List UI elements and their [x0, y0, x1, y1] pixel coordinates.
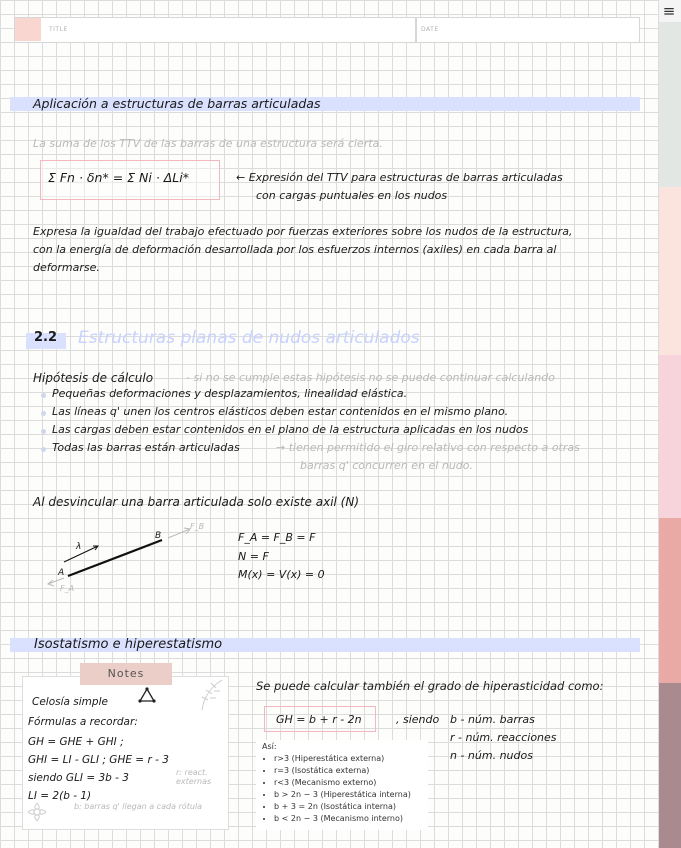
bullet-dot	[41, 429, 46, 434]
notes-side-note: r: react. externas	[176, 768, 212, 786]
classification-box	[256, 740, 428, 830]
equation-3: M(x) = V(x) = 0	[238, 568, 325, 581]
tab-section-3[interactable]	[659, 355, 681, 518]
def-barras: b - núm. barras	[450, 713, 535, 726]
def-reacciones: r - núm. reacciones	[450, 731, 557, 744]
notes-line-6: LI = 2(b - 1)	[28, 790, 92, 802]
class-item-6: • b < 2n − 3 (Mecanismo interno)	[274, 813, 434, 825]
formula-note-2: con cargas puntuales en los nudos	[256, 189, 448, 202]
classification-list	[256, 753, 434, 825]
bullet-dot	[41, 447, 46, 452]
notes-line-1: Celosía simple	[32, 696, 108, 708]
node-label-b: B	[155, 531, 162, 541]
tab-section-4[interactable]	[659, 518, 681, 683]
equation-1: F_A = F_B = F	[238, 531, 316, 544]
class-item-2: • r=3 (Isostática externa)	[274, 765, 434, 777]
section-heading-3: Isostatismo e hiperestatismo	[34, 637, 223, 652]
header-bar	[14, 17, 640, 43]
section-title-2: Estructuras planas de nudos articulados	[78, 328, 420, 348]
class-item-5: • b + 3 = 2n (Isostática interna)	[274, 801, 434, 813]
force-fb-label: F_B	[190, 522, 205, 531]
tab-section-5[interactable]	[659, 683, 681, 848]
hypothesis-item-4-note-1: → tienen permitido el giro relativo con respecto a otras	[276, 441, 580, 454]
tab-section-1[interactable]	[659, 22, 681, 187]
section-number: 2.2	[34, 330, 58, 345]
triangle-truss-icon	[138, 687, 156, 703]
notes-line-4: GHI = LI - GLI ; GHE = r - 3	[28, 754, 169, 766]
tab-section-2[interactable]	[659, 187, 681, 355]
notes-line-3: GH = GHE + GHI ;	[28, 736, 124, 748]
gh-formula: GH = b + r - 2n	[276, 713, 362, 726]
ttv-formula: Σ Fn · δn* = Σ Ni · ΔLi*	[48, 170, 189, 185]
node-label-a: A	[58, 568, 65, 578]
def-nudos: n - núm. nudos	[450, 749, 533, 762]
notes-foot-note: b: barras q' llegan a cada rótula	[73, 802, 203, 811]
paragraph-line-2: con la energía de deformación desarrollada por los esfuerzos internos (axiles) en cada barra al	[33, 243, 557, 256]
force-fa-label: F_A	[60, 584, 75, 593]
paragraph-line-3: deformarse.	[33, 261, 100, 274]
hypothesis-item-4: Todas las barras están articuladas	[52, 441, 240, 454]
formula-note-1: ← Expresión del TTV para estructuras de barras articuladas	[236, 171, 563, 184]
equation-2: N = F	[238, 550, 269, 563]
bullet-dot	[41, 393, 46, 398]
class-item-4: • b > 2n − 3 (Hiperestática interna)	[274, 789, 434, 801]
hypothesis-item-4-note-2: barras q' concurren en el nudo.	[300, 459, 473, 472]
notes-line-5: siendo GLI = 3b - 3	[28, 772, 129, 784]
menu-icon[interactable]: ≡	[662, 2, 676, 20]
bullet-dot	[41, 411, 46, 416]
header-divider	[415, 18, 417, 42]
leaf-doodle-icon	[198, 678, 226, 714]
section-heading-1: Aplicación a estructuras de barras articuladas	[33, 96, 321, 111]
flower-doodle-icon	[26, 800, 48, 824]
hypothesis-faint: - si no se cumple estas hipótesis no se puede continuar calculando	[186, 371, 555, 384]
desvincular-text: Al desvincular una barra articulada solo existe axil (N)	[33, 495, 360, 509]
faint-note: La suma de los TTV de las barras de una estructura será cierta.	[33, 137, 383, 150]
title-field-label[interactable]: TITLE	[49, 26, 68, 33]
classification-head: Así:	[262, 742, 277, 751]
notes-line-2: Fórmulas a recordar:	[28, 716, 138, 728]
class-item-1: • r>3 (Hiperestática externa)	[274, 753, 434, 765]
paragraph-line-1: Expresa la igualdad del trabajo efectuado por fuerzas exteriores sobre los nudos de la estructura,	[33, 225, 573, 238]
hypothesis-item-3: Las cargas deben estar contenidos en el plano de la estructura aplicadas en los nudos	[52, 423, 529, 436]
date-field-label[interactable]: DATE	[421, 26, 439, 33]
header-accent	[15, 18, 41, 41]
hypothesis-item-2: Las líneas q' unen los centros elásticos deben estar contenidos en el mismo plano.	[52, 405, 509, 418]
notes-title: Notes	[80, 663, 172, 685]
bar-line	[68, 540, 162, 576]
hypothesis-item-1: Pequeñas deformaciones y desplazamientos, linealidad elástica.	[52, 387, 408, 400]
siendo-text: , siendo	[396, 713, 440, 726]
class-item-3: • r<3 (Mecanismo externo)	[274, 777, 434, 789]
hypothesis-label: Hipótesis de cálculo	[33, 371, 154, 385]
calc-line: Se puede calcular también el grado de hiperasticidad como:	[256, 679, 604, 693]
lambda-label: λ	[76, 542, 82, 552]
